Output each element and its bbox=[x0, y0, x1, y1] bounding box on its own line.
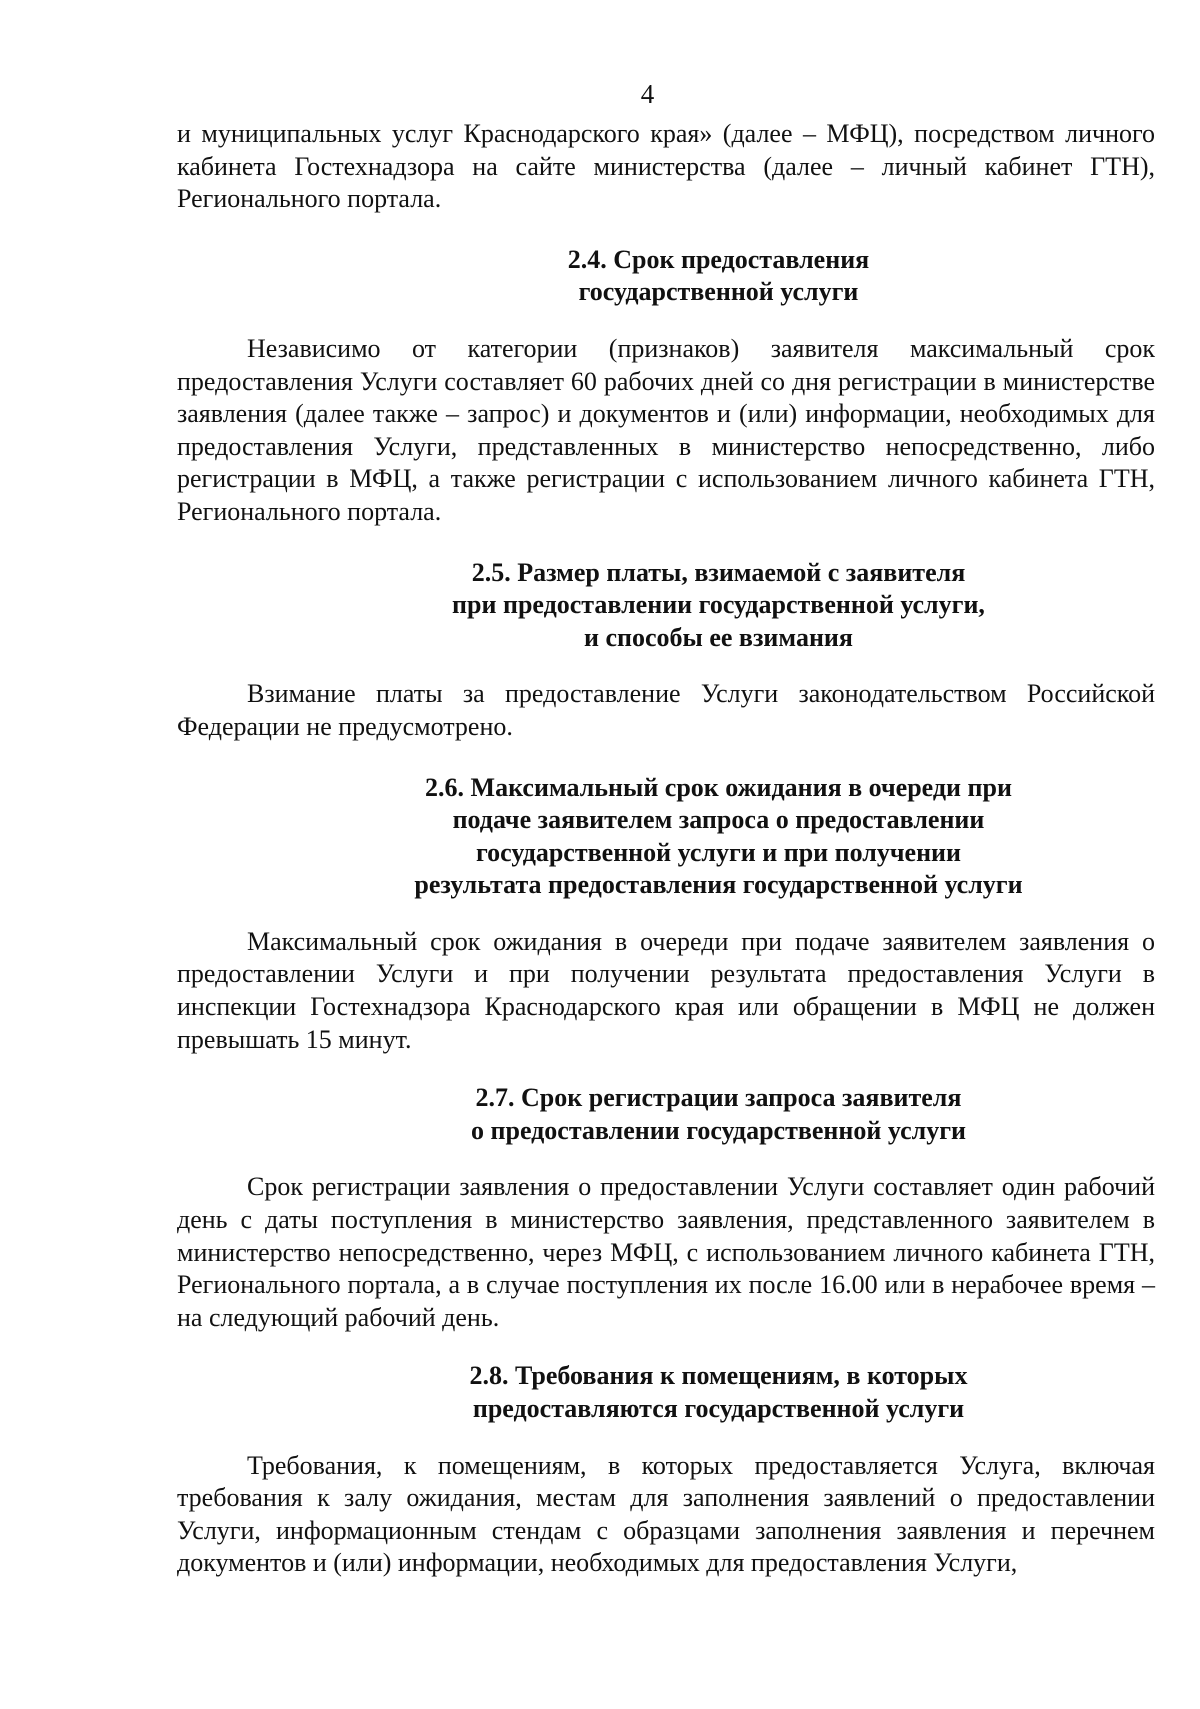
section-2-6-text: Максимальный срок ожидания в очереди при подаче заявителем заявления о предоставлении Услуги и при получении результата предоставления Услуги в инспекции Гостехнадзора Краснодарского края или обращении в МФЦ не должен превышать 15 минут. bbox=[177, 926, 1155, 1054]
section-2-7-text: Срок регистрации заявления о предоставлении Услуги составляет один рабочий день с даты поступления в министерство заявления, представленного заявителем в министерство непосредственно, через МФЦ, с использованием личного кабинета ГТН, Регионального портала, а в случае поступления их после 16.00 или в нерабочее время – на следующий рабочий день. bbox=[177, 1172, 1155, 1332]
heading-line: и способы ее взимания bbox=[584, 622, 853, 652]
heading-line: предоставляются государственной услуги bbox=[472, 1394, 965, 1423]
page-number: 4 bbox=[640, 79, 655, 109]
heading-line: о предоставлении государственной услуги bbox=[471, 1115, 966, 1145]
section-2-5-heading bbox=[177, 557, 1155, 655]
section-2-7-heading bbox=[177, 1082, 1155, 1147]
heading-line: 2.8. Требования к помещениям, в которых bbox=[469, 1361, 968, 1391]
heading-line: при предоставлении государственной услуги, bbox=[452, 590, 985, 620]
section-2-6-heading bbox=[177, 772, 1155, 902]
heading-line: государственной услуги bbox=[578, 277, 859, 307]
document-body bbox=[177, 118, 1155, 1580]
heading-line: 2.5. Размер платы, взимаемой с заявителя bbox=[471, 557, 966, 587]
section-2-4-text: Независимо от категории (признаков) заявителя максимальный срок предоставления Услуги составляет 60 рабочих дней со дня регистрации в министерстве заявления (далее также – запрос) и документов и (или) информации, необходимых для предоставления Услуги, представленных в министерство непосредственно, либо регистрации в МФЦ, а также регистрации с использованием личного кабинета ГТН, Регионального портала. bbox=[177, 333, 1155, 526]
section-2-8-text: Требования, к помещениям, в которых предоставляется Услуга, включая требования к залу ожидания, местам для заполнения заявлений о предоставлении Услуги, информационным стендам с образцами заполнения заявления и перечнем документов и (или) информации, необходимых для предоставления Услуги, bbox=[177, 1450, 1155, 1578]
section-2-4-heading bbox=[177, 244, 1155, 309]
heading-line: 2.7. Срок регистрации запроса заявителя bbox=[475, 1083, 962, 1113]
heading-line: подаче заявителем запроса о предоставлении bbox=[452, 805, 985, 835]
heading-line: результата предоставления государственной услуги bbox=[414, 870, 1023, 900]
intro-paragraph: и муниципальных услуг Краснодарского края» (далее – МФЦ), посредством личного кабинета Гостехнадзора на сайте министерства (далее – личный кабинет ГТН), Регионального портала. bbox=[177, 119, 1155, 214]
section-2-5-text: Взимание платы за предоставление Услуги законодательством Российской Федерации не предусмотрено. bbox=[177, 679, 1155, 741]
heading-line: 2.6. Максимальный срок ожидания в очереди при bbox=[425, 772, 1012, 802]
heading-line: 2.4. Срок предоставления bbox=[567, 244, 870, 274]
heading-line: государственной услуги и при получении bbox=[475, 837, 962, 867]
section-2-8-heading bbox=[177, 1360, 1155, 1425]
